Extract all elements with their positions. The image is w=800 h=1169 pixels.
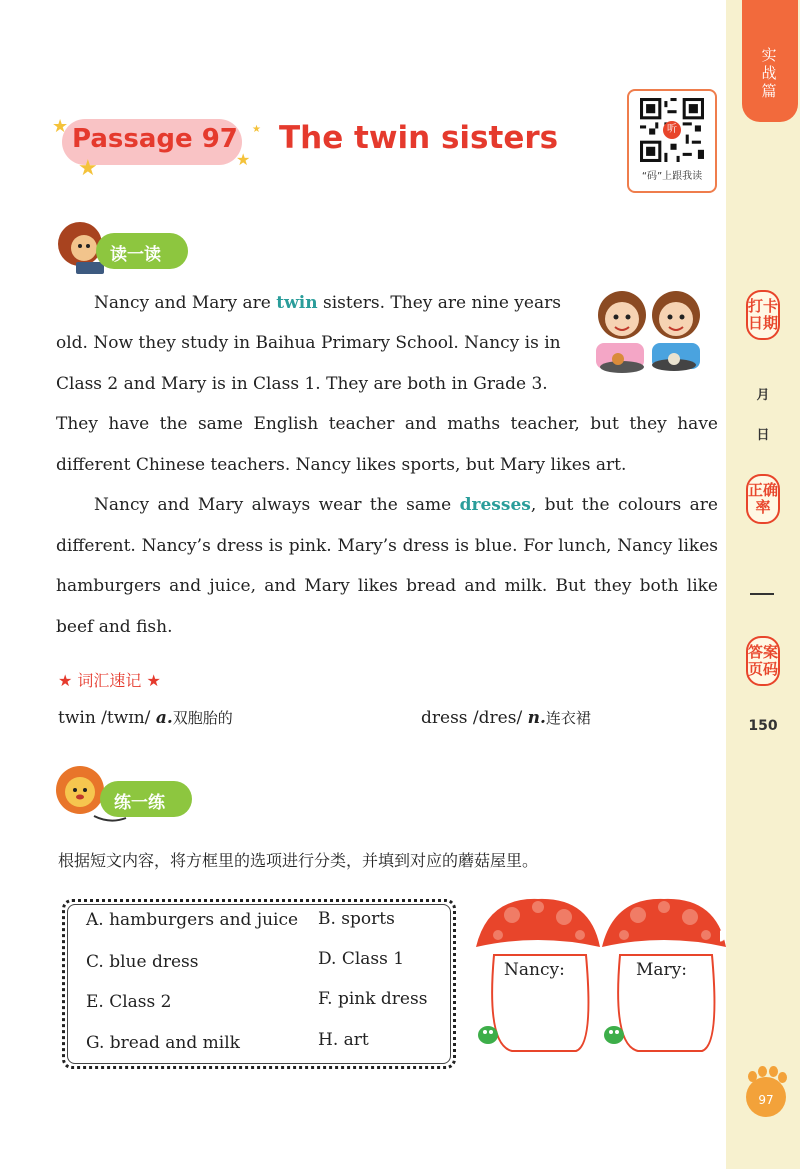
star-icon: ★: [236, 150, 251, 169]
accuracy-label: 正确率: [746, 474, 780, 524]
option-d[interactable]: D. Class 1: [318, 949, 405, 969]
page-number: 97: [758, 1093, 774, 1107]
section-tab: [742, 0, 798, 122]
exercise-instruction: 根据短文内容，将方框里的选项进行分类，并填到对应的蘑菇屋里。: [58, 851, 539, 870]
scalloped-edge: [720, 0, 732, 1169]
listen-badge: 听: [663, 121, 681, 139]
star-icon: ★: [78, 156, 98, 181]
page-title: The twin sisters: [279, 120, 559, 156]
side-tab: [726, 0, 800, 1169]
passage-line: [94, 283, 561, 324]
passage-text: sisters. They are nine years: [317, 293, 561, 313]
option-f[interactable]: F. pink dress: [318, 989, 428, 1009]
option-a[interactable]: A. hamburgers and juice: [86, 910, 299, 930]
answer-page-number: 150: [748, 718, 778, 734]
passage-number: Passage 97: [72, 124, 238, 154]
vocab-word: twin /twɪn/: [58, 708, 156, 728]
vocab-word: dress /dres/: [421, 708, 528, 728]
option-e[interactable]: E. Class 2: [86, 992, 172, 1012]
vocab-meaning: 双胞胎的: [172, 709, 233, 727]
highlight-word-twin: twin: [276, 293, 318, 313]
page-number-paw-icon: [746, 1077, 786, 1117]
vocab-item-twin: [58, 707, 233, 728]
option-c[interactable]: C. blue dress: [86, 952, 199, 972]
passage-line: Class 2 and Mary is in Class 1. They are both in Grade 3.: [56, 374, 548, 394]
star-icon: ★: [52, 116, 69, 137]
read-section-label: 读一读: [110, 245, 161, 265]
passage-line: old. Now they study in Baihua Primary School. Nancy is in: [56, 333, 561, 353]
passage-text: Nancy and Mary always wear the same: [94, 495, 460, 515]
passage-paragraph: [56, 485, 718, 647]
option-g[interactable]: G. bread and milk: [86, 1033, 240, 1053]
answer-page-label: 答案页码: [746, 636, 780, 686]
twin-girls-illustration: [588, 285, 712, 381]
house-label-mary: Mary:: [636, 960, 687, 980]
passage-text: Nancy and Mary are: [94, 293, 277, 313]
option-b[interactable]: B. sports: [318, 909, 395, 929]
qr-caption: “码”上跟我读: [641, 171, 703, 182]
option-h[interactable]: H. art: [318, 1030, 369, 1050]
vocab-title: ★ 词汇速记 ★: [58, 671, 161, 690]
checkin-date-label: 打卡日期: [746, 290, 780, 340]
day-label: 日: [756, 428, 770, 443]
practice-section-label: 练一练: [114, 793, 165, 813]
highlight-word-dresses: dresses: [459, 495, 531, 515]
vocab-pos: n.: [527, 708, 546, 728]
accuracy-blank: [750, 593, 774, 595]
passage-paragraph: They have the same English teacher and maths teacher, but they have different Chinese teachers. Nancy likes sports, but Mary likes art.: [56, 414, 718, 475]
vocab-pos: a.: [155, 708, 173, 728]
section-tab-label: 实战篇: [761, 46, 777, 100]
qr-code-box[interactable]: [627, 89, 717, 193]
house-label-nancy: Nancy:: [504, 960, 565, 980]
passage-text: , but the colours are different. Nancy’s dress is pink. Mary’s dress is blue. For lunch, Nancy likes hamburgers and juice, and Mary likes bread and milk. But they both like beef and fish.: [56, 495, 718, 637]
vocab-item-dress: [421, 707, 591, 728]
month-label: 月: [756, 388, 770, 403]
star-icon: ★: [252, 124, 261, 135]
vocab-meaning: 连衣裙: [545, 709, 591, 727]
